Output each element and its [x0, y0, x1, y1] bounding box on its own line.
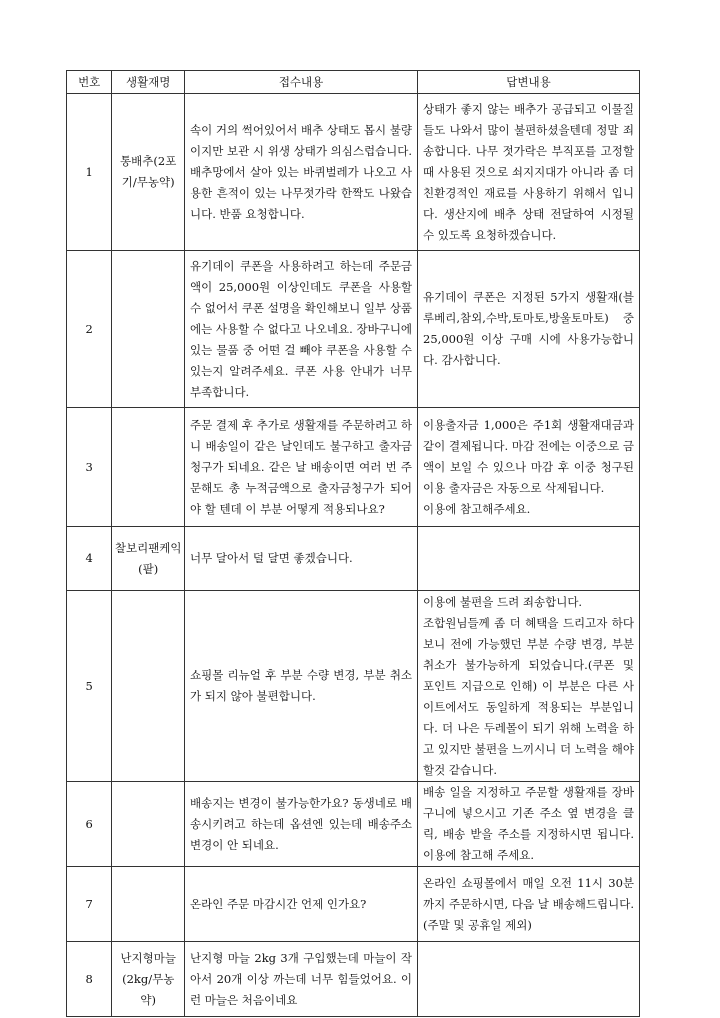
header-number: 번호: [67, 71, 112, 94]
row-answer: 상태가 좋지 않는 배추가 공급되고 이물질들도 나와서 많이 불편하셨을텐데 정말 죄송합니다. 나무 젓가락은 부직포를 고정할 때 사용된 것으로 쇠지지대가 아니라 좀 더 친환경적인 재료를 사용하기 위해서 입니다. 생산지에 배추 상태 전달하여 시정될 수 있도록 요청하겠습니다.: [418, 94, 640, 251]
row-inquiry: 유기데이 쿠폰을 사용하려고 하는데 주문금액이 25,000원 이상인데도 쿠폰을 사용할 수 없어서 쿠폰 설명을 확인해보니 일부 상품에는 사용할 수 없다고 나오네요. 장바구니에 있는 물품 중 어떤 걸 빼야 쿠폰을 사용할 수 있는지 알려주세요. 쿠폰 사용 안내가 너무 부족합니다.: [185, 251, 418, 408]
row-inquiry: 너무 달아서 덜 달면 좋겠습니다.: [185, 527, 418, 591]
row-number: 6: [67, 782, 112, 867]
row-number: 1: [67, 94, 112, 251]
row-inquiry: 난지형 마늘 2kg 3개 구입했는데 마늘이 작아서 20개 이상 까는데 너무 힘들었어요. 이런 마늘은 처음이네요: [185, 942, 418, 1017]
row-inquiry: 배송지는 변경이 불가능한가요? 동생네로 배송시키려고 하는데 옵션엔 있는데 배송주소 변경이 안 되네요.: [185, 782, 418, 867]
row-item: [112, 408, 185, 527]
table-row: [67, 942, 640, 1017]
row-item: 난지형마늘(2kg/무농약): [112, 942, 185, 1017]
row-inquiry: 주문 결제 후 추가로 생활재를 주문하려고 하니 배송일이 같은 날인데도 불구하고 출자금 청구가 되네요. 같은 날 배송이면 여러 번 주문해도 총 누적금액으로 출자금청구가 되어야 할 텐데 이 부분 어떻게 적용되나요?: [185, 408, 418, 527]
row-item: [112, 867, 185, 942]
row-answer: 이용출자금 1,000은 주1회 생활재대금과 같이 결제됩니다. 마감 전에는 이중으로 금액이 보일 수 있으나 마감 후 이중 청구된 이용 출자금은 자동으로 삭제됩니다. 이용에 참고해주세요.: [418, 408, 640, 527]
table-row: [67, 94, 640, 251]
row-answer: [418, 942, 640, 1017]
row-item: 통배추(2포기/무농약): [112, 94, 185, 251]
header-row: [67, 71, 640, 94]
row-inquiry: 온라인 주문 마감시간 언제 인가요?: [185, 867, 418, 942]
row-answer: 온라인 쇼핑몰에서 매일 오전 11시 30분까지 주문하시면, 다음 날 배송해드립니다. (주말 및 공휴일 제외): [418, 867, 640, 942]
table-row: [67, 782, 640, 867]
row-number: 5: [67, 591, 112, 782]
row-item: [112, 782, 185, 867]
row-item: [112, 591, 185, 782]
row-answer: 배송 일을 지정하고 주문할 생활재를 장바구니에 넣으시고 기존 주소 옆 변경을 클릭, 배송 받을 주소를 지정하시면 됩니다. 이용에 참고해 주세요.: [418, 782, 640, 867]
row-answer: 이용에 불편을 드려 죄송합니다. 조합원님들께 좀 더 혜택을 드리고자 하다 보니 전에 가능했던 부분 수량 변경, 부분취소가 불가능하게 되었습니다.(쿠폰 및 포인트 지급으로 인해) 이 부분은 다른 사이트에서도 동일하게 적용되는 부분입니다. 더 나은 두레몰이 되기 위해 노력을 하고 있지만 불편을 느끼시니 더 노력을 해야 할것 같습니다.: [418, 591, 640, 782]
table-row: [67, 527, 640, 591]
table-row: [67, 408, 640, 527]
row-answer: 유기데이 쿠폰은 지정된 5가지 생활재(블루베리,참외,수박,토마토,방울토마토) 중 25,000원 이상 구매 시에 사용가능합니다. 감사합니다.: [418, 251, 640, 408]
header-item: 생활재명: [112, 71, 185, 94]
row-item: [112, 251, 185, 408]
table-row: [67, 251, 640, 408]
row-number: 8: [67, 942, 112, 1017]
table-row: [67, 591, 640, 782]
row-number: 4: [67, 527, 112, 591]
inquiry-table: [66, 70, 640, 1017]
row-answer: [418, 527, 640, 591]
row-inquiry: 속이 거의 썩어있어서 배추 상태도 몹시 불량이지만 보관 시 위생 상태가 의심스럽습니다. 배추망에서 살아 있는 바퀴벌레가 나오고 사용한 흔적이 있는 나무젓가락 한짝도 나왔습니다. 반품 요청합니다.: [185, 94, 418, 251]
row-inquiry: 쇼핑몰 리뉴얼 후 부분 수량 변경, 부분 취소가 되지 않아 불편합니다.: [185, 591, 418, 782]
row-number: 3: [67, 408, 112, 527]
row-number: 7: [67, 867, 112, 942]
row-item: 찰보리팬케익(팥): [112, 527, 185, 591]
row-number: 2: [67, 251, 112, 408]
header-inquiry: 접수내용: [185, 71, 418, 94]
table-row: [67, 867, 640, 942]
header-answer: 답변내용: [418, 71, 640, 94]
